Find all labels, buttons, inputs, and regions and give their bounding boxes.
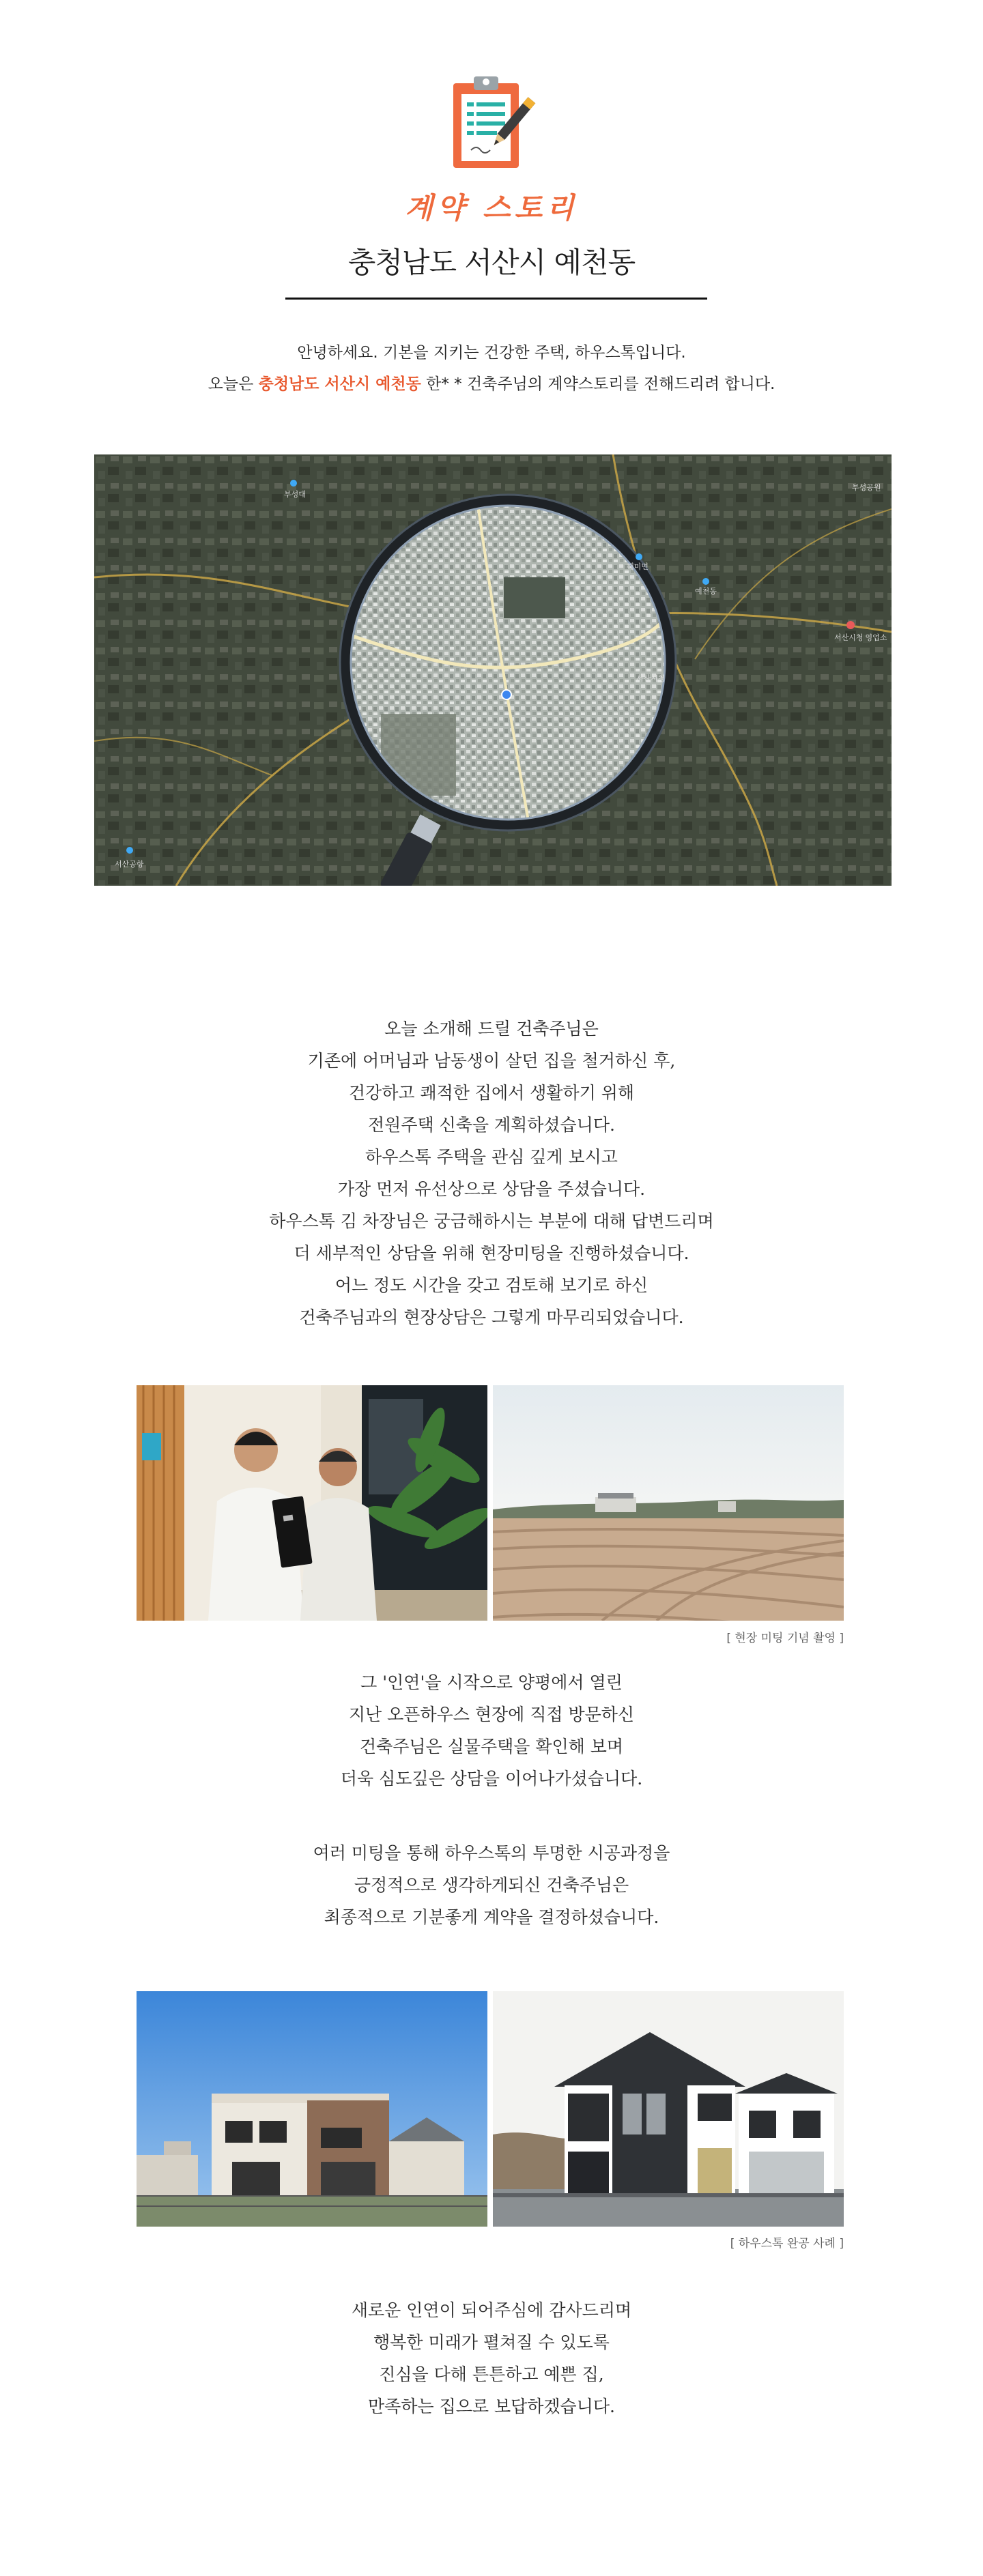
location-title: 충청남도 서산시 예천동 bbox=[347, 246, 636, 279]
meeting-photo bbox=[137, 1385, 487, 1621]
intro-line-2: 오늘은 충청남도 서산시 예천동 한* * 건축주님의 계약스토리를 전해드리려 합니다. bbox=[208, 375, 775, 393]
story-title: 계약 스토리 bbox=[405, 191, 578, 225]
story-paragraph-3: 여러 미팅을 통해 하우스톡의 투명한 시공과정을 긍정적으로 생각하게되신 건축주님은 최종적으로 기분좋게 계약을 결정하셨습니다. bbox=[313, 1843, 670, 1927]
map-label: 서산시청 영업소 bbox=[834, 634, 887, 642]
map-label: 서산공항 bbox=[115, 860, 144, 869]
map-label: 해미면 bbox=[627, 563, 649, 571]
site-field-photo bbox=[493, 1385, 844, 1621]
photo-caption: [ 하우스톡 완공 사례 ] bbox=[730, 2237, 844, 2251]
map-label: 예천동 bbox=[695, 588, 717, 596]
story-paragraph-4: 새로운 인연이 되어주심에 감사드리며 행복한 미래가 펼쳐질 수 있도록 진심을 다해 튼튼하고 예쁜 집, 만족하는 집으로 보답하겠습니다. bbox=[351, 2300, 632, 2416]
completed-house-photo bbox=[493, 1991, 844, 2227]
location-highlight: 충청남도 서산시 예천동 bbox=[258, 375, 421, 393]
map-label: 부성공원 bbox=[852, 484, 881, 492]
contract-clipboard-icon bbox=[448, 74, 537, 176]
completed-house-photo bbox=[137, 1991, 487, 2227]
story-paragraph-1: 오늘 소개해 드릴 건축주님은 기존에 어머님과 남동생이 살던 집을 철거하신 후, 건강하고 쾌적한 집에서 생활하기 위해 전원주택 신축을 계획하셨습니다. 하우스톡 주택을 관심 깊게 보시고 가장 먼저 유선상으로 상담을 주셨습니다. 하우스톡 김 차장님은 궁금해하시는 부분에 대해 답변드리며 더 세부적인 상담을 위해 현장미팅을 진행하셨습니다. 어느 정도 시간을 갖고 검토해 보기로 하신 건축주님과의 현장상담은 그렇게 마무리되었습니다. bbox=[269, 1019, 714, 1327]
map-label: 부성대 bbox=[284, 491, 306, 499]
satellite-map-image bbox=[94, 454, 892, 886]
photo-caption: [ 현장 미팅 기념 촬영 ] bbox=[726, 1632, 844, 1645]
intro-line-1: 안녕하세요. 기본을 지키는 건강한 주택, 하우스톡입니다. bbox=[297, 344, 686, 362]
intro-text bbox=[0, 337, 983, 400]
title-divider bbox=[285, 298, 707, 300]
story-paragraph-2: 그 '인연'을 시작으로 양평에서 열린 지난 오픈하우스 현장에 직접 방문하신 건축주님은 실물주택을 확인해 보며 더욱 심도깊은 상담을 이어나가셨습니다. bbox=[340, 1673, 643, 1789]
map-label: 서산시청 bbox=[636, 675, 666, 683]
